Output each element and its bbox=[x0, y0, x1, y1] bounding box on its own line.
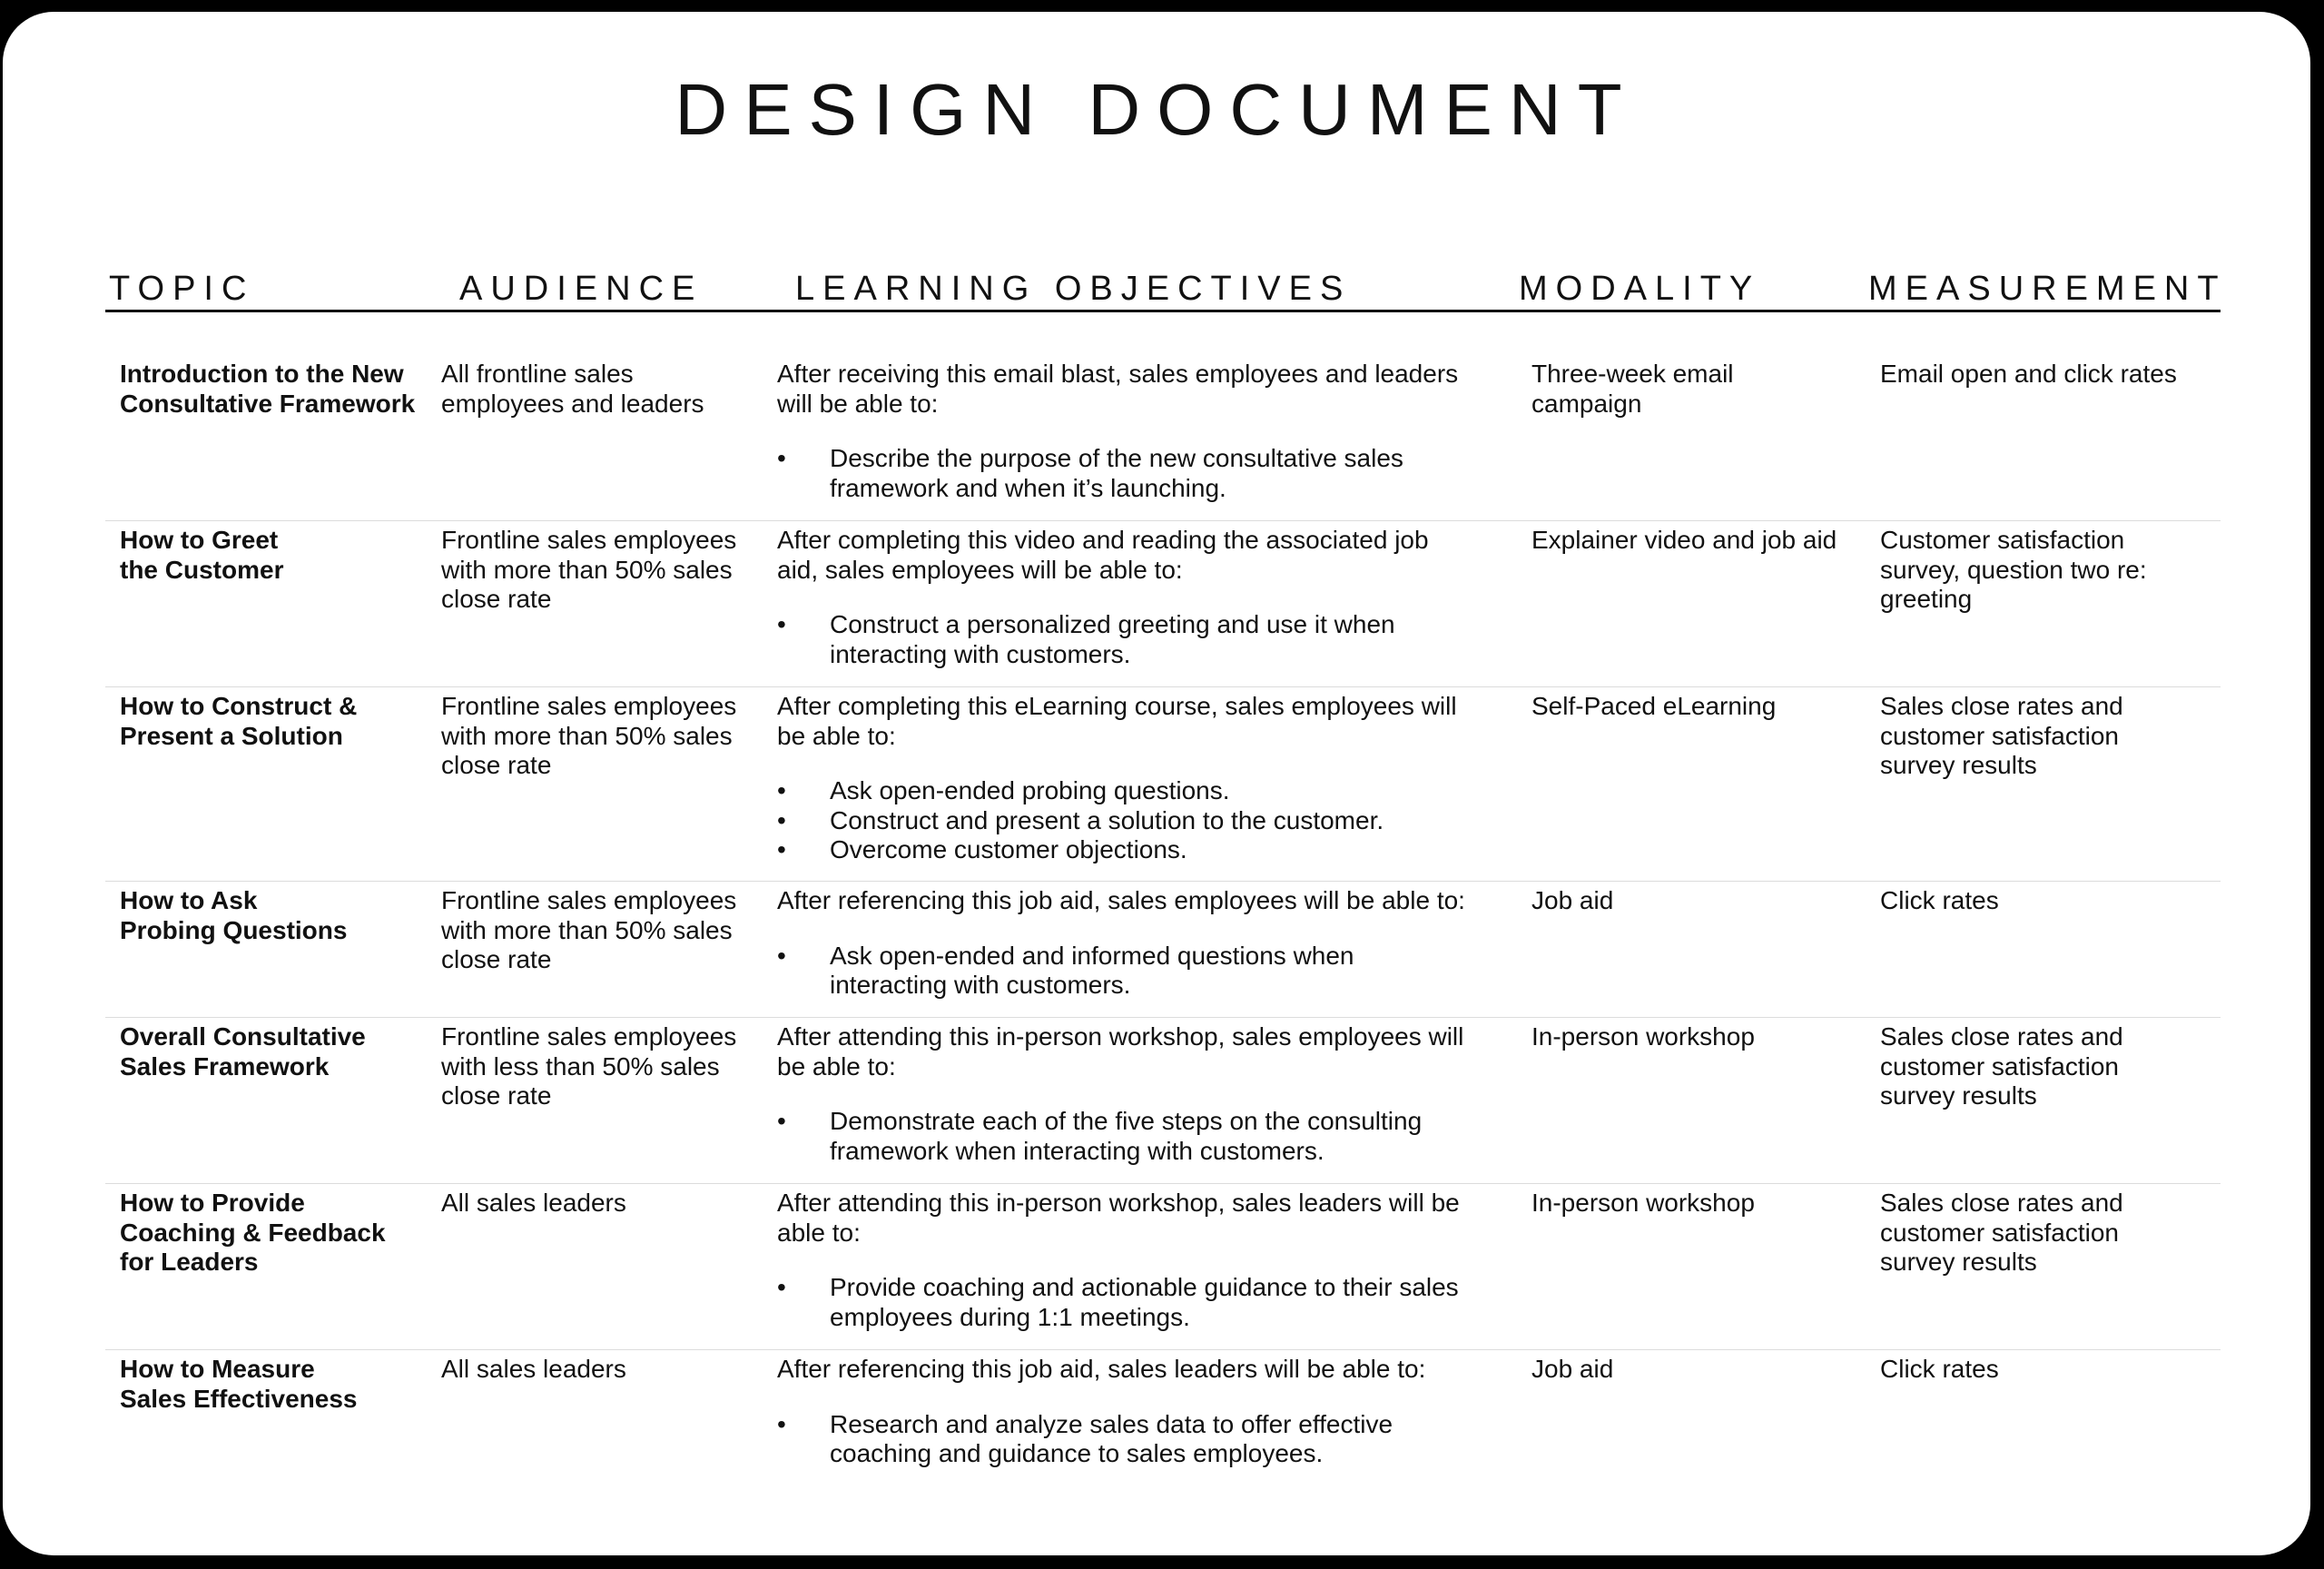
learning-objectives-cell bbox=[777, 692, 1521, 865]
objective-intro bbox=[777, 1189, 1521, 1248]
text-line: employees during 1:1 meetings. bbox=[830, 1302, 1190, 1331]
header-learning-objectives: LEARNING OBJECTIVES bbox=[795, 270, 1352, 308]
text-line: Click rates bbox=[1880, 1355, 1999, 1383]
text-line: In-person workshop bbox=[1531, 1189, 1755, 1217]
table-row bbox=[105, 692, 2221, 882]
text-line: Frontline sales employees bbox=[441, 526, 737, 554]
audience-cell bbox=[441, 692, 768, 781]
topic-cell bbox=[120, 1355, 419, 1414]
text-line: Sales Effectiveness bbox=[120, 1384, 358, 1413]
modality-cell bbox=[1531, 1355, 1867, 1385]
table-row bbox=[105, 886, 2221, 1018]
measurement-cell bbox=[1880, 360, 2216, 390]
objective-bullet bbox=[777, 835, 1521, 865]
text-line: How to Measure bbox=[120, 1355, 315, 1383]
table-row bbox=[105, 1022, 2221, 1184]
text-line: Construct a personalized greeting and use it when bbox=[830, 610, 1395, 638]
text-line: with less than 50% sales bbox=[441, 1051, 720, 1081]
header-measurement: MEASUREMENT bbox=[1868, 270, 2227, 308]
modality-cell bbox=[1531, 526, 1867, 556]
text-line: Frontline sales employees bbox=[441, 886, 737, 914]
objective-bullet bbox=[777, 942, 1521, 1001]
text-line: interacting with customers. bbox=[830, 971, 1131, 999]
topic-cell bbox=[120, 692, 419, 751]
text-line: How to Greet bbox=[120, 526, 279, 554]
text-line: Ask open-ended and informed questions when bbox=[830, 941, 1354, 970]
text-line: survey results bbox=[1880, 1248, 2037, 1276]
objective-bullet-list bbox=[777, 1273, 1521, 1332]
text-line: After referencing this job aid, sales employees will be able to: bbox=[777, 886, 1465, 914]
text-line: Probing Questions bbox=[120, 915, 348, 944]
text-line: Frontline sales employees bbox=[441, 692, 737, 720]
text-line: Overcome customer objections. bbox=[830, 835, 1187, 863]
text-line: Research and analyze sales data to offer effective bbox=[830, 1409, 1393, 1438]
text-line: survey results bbox=[1880, 1081, 2037, 1110]
topic-cell bbox=[120, 360, 419, 419]
text-line: with more than 50% sales bbox=[441, 721, 733, 750]
text-line: All sales leaders bbox=[441, 1189, 626, 1217]
text-line: Self-Paced eLearning bbox=[1531, 692, 1777, 720]
objective-bullet bbox=[777, 806, 1521, 836]
header-modality: MODALITY bbox=[1519, 270, 1761, 308]
learning-objectives-cell bbox=[777, 1189, 1521, 1332]
measurement-cell bbox=[1880, 692, 2216, 781]
learning-objectives-cell bbox=[777, 526, 1521, 669]
text-line: How to Provide bbox=[120, 1189, 305, 1217]
topic-cell bbox=[120, 1022, 419, 1081]
text-line: employees and leaders bbox=[441, 389, 704, 418]
text-line: Sales Framework bbox=[120, 1051, 330, 1081]
objective-intro bbox=[777, 1022, 1521, 1081]
text-line: close rate bbox=[441, 945, 552, 973]
text-line: After completing this video and reading the associated job bbox=[777, 526, 1429, 554]
objective-bullet bbox=[777, 444, 1521, 503]
audience-cell bbox=[441, 886, 768, 975]
text-line: Overall Consultative bbox=[120, 1022, 366, 1051]
text-line: Introduction to the New bbox=[120, 360, 404, 388]
objective-bullet-list bbox=[777, 776, 1521, 865]
text-line: able to: bbox=[777, 1218, 861, 1247]
audience-cell bbox=[441, 1189, 768, 1219]
text-line: Email open and click rates bbox=[1880, 360, 2177, 388]
page-title: DESIGN DOCUMENT bbox=[675, 69, 1639, 150]
text-line: customer satisfaction bbox=[1880, 1051, 2119, 1081]
text-line: customer satisfaction bbox=[1880, 1218, 2119, 1247]
bullet-icon: • bbox=[777, 1273, 786, 1301]
measurement-cell bbox=[1880, 886, 2216, 916]
text-line: All frontline sales bbox=[441, 360, 634, 388]
bullet-icon: • bbox=[777, 444, 786, 472]
text-line: campaign bbox=[1531, 389, 1642, 418]
text-line: coaching and guidance to sales employees. bbox=[830, 1439, 1324, 1467]
text-line: with more than 50% sales bbox=[441, 915, 733, 944]
text-line: close rate bbox=[441, 751, 552, 779]
objective-bullet-list bbox=[777, 1410, 1521, 1469]
text-line: be able to: bbox=[777, 1051, 896, 1081]
text-line: aid, sales employees will be able to: bbox=[777, 555, 1183, 584]
text-line: After attending this in-person workshop, sales leaders will be bbox=[777, 1189, 1460, 1217]
table-row bbox=[105, 1355, 2221, 1482]
text-line: framework and when it’s launching. bbox=[830, 473, 1226, 502]
bullet-icon: • bbox=[777, 805, 786, 834]
objective-bullet-list bbox=[777, 942, 1521, 1001]
text-line: Sales close rates and bbox=[1880, 1189, 2123, 1217]
text-line: Three-week email bbox=[1531, 360, 1734, 388]
audience-cell bbox=[441, 360, 768, 419]
text-line: Frontline sales employees bbox=[441, 1022, 737, 1051]
text-line: Present a Solution bbox=[120, 721, 343, 750]
text-line: survey results bbox=[1880, 751, 2037, 779]
bullet-icon: • bbox=[777, 1107, 786, 1135]
text-line: survey, question two re: bbox=[1880, 555, 2147, 584]
topic-cell bbox=[120, 1189, 419, 1278]
measurement-cell bbox=[1880, 526, 2216, 615]
bullet-icon: • bbox=[777, 610, 786, 638]
text-line: close rate bbox=[441, 585, 552, 613]
objective-bullet bbox=[777, 1410, 1521, 1469]
text-line: Ask open-ended probing questions. bbox=[830, 776, 1230, 804]
audience-cell bbox=[441, 526, 768, 615]
topic-cell bbox=[120, 886, 419, 945]
learning-objectives-cell bbox=[777, 1355, 1521, 1469]
measurement-cell bbox=[1880, 1022, 2216, 1111]
measurement-cell bbox=[1880, 1355, 2216, 1385]
objective-intro bbox=[777, 692, 1521, 751]
modality-cell bbox=[1531, 886, 1867, 916]
text-line: for Leaders bbox=[120, 1248, 259, 1276]
modality-cell bbox=[1531, 692, 1867, 722]
objective-bullet bbox=[777, 776, 1521, 806]
bullet-icon: • bbox=[777, 1409, 786, 1438]
text-line: with more than 50% sales bbox=[441, 555, 733, 584]
text-line: Construct and present a solution to the customer. bbox=[830, 805, 1384, 834]
text-line: After completing this eLearning course, sales employees will bbox=[777, 692, 1457, 720]
text-line: be able to: bbox=[777, 721, 896, 750]
table-row bbox=[105, 526, 2221, 687]
text-line: How to Construct & bbox=[120, 692, 358, 720]
objective-bullet bbox=[777, 1273, 1521, 1332]
table-header bbox=[105, 268, 2227, 312]
audience-cell bbox=[441, 1022, 768, 1111]
text-line: the Customer bbox=[120, 555, 284, 584]
text-line: Job aid bbox=[1531, 886, 1614, 914]
text-line: Coaching & Feedback bbox=[120, 1218, 386, 1247]
objective-bullet-list bbox=[777, 444, 1521, 503]
text-line: How to Ask bbox=[120, 886, 258, 914]
text-line: Explainer video and job aid bbox=[1531, 526, 1837, 554]
text-line: After attending this in-person workshop, sales employees will bbox=[777, 1022, 1464, 1051]
text-line: In-person workshop bbox=[1531, 1022, 1755, 1051]
objective-bullet bbox=[777, 1107, 1521, 1166]
text-line: Provide coaching and actionable guidance to their sales bbox=[830, 1273, 1459, 1301]
bullet-icon: • bbox=[777, 835, 786, 863]
design-document-page bbox=[3, 12, 2310, 1555]
text-line: Sales close rates and bbox=[1880, 1022, 2123, 1051]
header-audience: AUDIENCE bbox=[459, 270, 704, 308]
text-line: close rate bbox=[441, 1081, 552, 1110]
objective-bullet bbox=[777, 610, 1521, 669]
text-line: After receiving this email blast, sales employees and leaders bbox=[777, 360, 1459, 388]
topic-cell bbox=[120, 526, 419, 585]
bullet-icon: • bbox=[777, 776, 786, 804]
text-line: Sales close rates and bbox=[1880, 692, 2123, 720]
audience-cell bbox=[441, 1355, 768, 1385]
text-line: After referencing this job aid, sales leaders will be able to: bbox=[777, 1355, 1426, 1383]
objective-intro bbox=[777, 1355, 1521, 1385]
text-line: Job aid bbox=[1531, 1355, 1614, 1383]
objective-bullet-list bbox=[777, 610, 1521, 669]
learning-objectives-cell bbox=[777, 886, 1521, 1001]
text-line: Demonstrate each of the five steps on the consulting bbox=[830, 1107, 1423, 1135]
header-topic: TOPIC bbox=[109, 270, 255, 308]
text-line: Consultative Framework bbox=[120, 389, 416, 418]
objective-bullet-list bbox=[777, 1107, 1521, 1166]
modality-cell bbox=[1531, 1189, 1867, 1219]
text-line: will be able to: bbox=[777, 389, 939, 418]
objective-intro bbox=[777, 526, 1521, 585]
learning-objectives-cell bbox=[777, 360, 1521, 503]
text-line: Customer satisfaction bbox=[1880, 526, 2125, 554]
modality-cell bbox=[1531, 1022, 1867, 1052]
bullet-icon: • bbox=[777, 941, 786, 970]
learning-objectives-cell bbox=[777, 1022, 1521, 1166]
objective-intro bbox=[777, 886, 1521, 916]
text-line: greeting bbox=[1880, 585, 1973, 613]
measurement-cell bbox=[1880, 1189, 2216, 1278]
text-line: interacting with customers. bbox=[830, 639, 1131, 668]
text-line: Click rates bbox=[1880, 886, 1999, 914]
objective-intro bbox=[777, 360, 1521, 419]
text-line: All sales leaders bbox=[441, 1355, 626, 1383]
text-line: framework when interacting with customers. bbox=[830, 1136, 1324, 1165]
table-row bbox=[105, 1189, 2221, 1350]
text-line: Describe the purpose of the new consultative sales bbox=[830, 444, 1403, 472]
modality-cell bbox=[1531, 360, 1867, 419]
table-row bbox=[105, 360, 2221, 521]
text-line: customer satisfaction bbox=[1880, 721, 2119, 750]
